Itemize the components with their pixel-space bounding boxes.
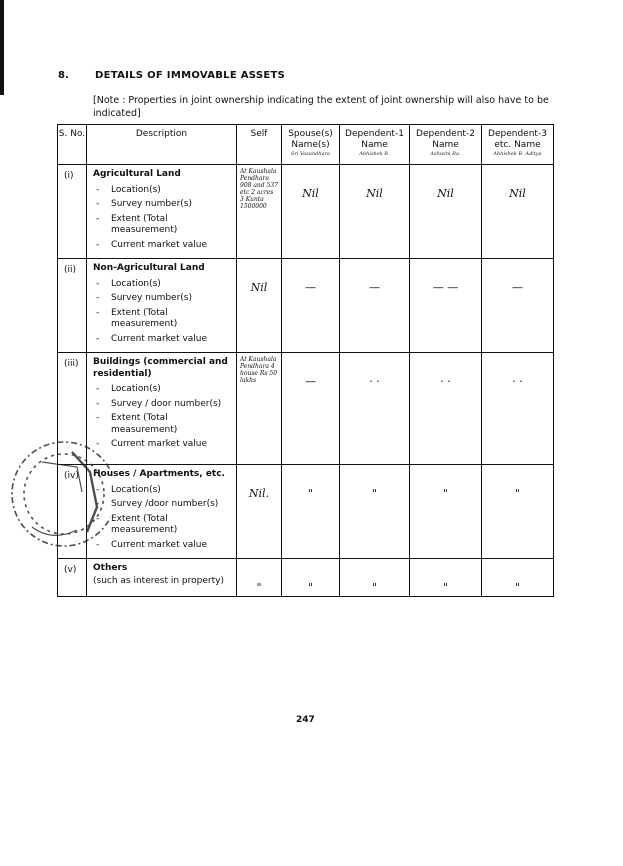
row-category: Others (93, 563, 128, 573)
dependent-3-value: " (482, 559, 554, 597)
header-dep3-label: Dependent-3 etc. Name (488, 129, 547, 150)
scan-edge-mark (0, 0, 4, 95)
table-row (58, 559, 554, 597)
header-dep1-label: Dependent-1 Name (345, 129, 404, 150)
row-category: Houses / Apartments, etc. (93, 469, 225, 479)
list-item: - Location(s) (93, 384, 232, 396)
list-item: - Current market value (93, 439, 232, 451)
spouse-value: — (282, 353, 340, 465)
dependent-2-value: · · (410, 353, 482, 465)
list-item: - Current market value (93, 240, 232, 252)
header-dep2-label: Dependent-2 Name (416, 129, 475, 150)
row-category: Agricultural Land (93, 169, 181, 179)
table-row (58, 353, 554, 465)
row-category: Non-Agricultural Land (93, 263, 205, 273)
header-dependent-3 (482, 125, 554, 165)
row-description (87, 559, 237, 597)
dependent-3-value: " (482, 465, 554, 559)
list-item: - Current market value (93, 334, 232, 346)
row-description (87, 165, 237, 259)
header-dependent-2 (410, 125, 482, 165)
list-item: - Location(s) (93, 185, 232, 197)
list-item: - Survey number(s) (93, 199, 232, 211)
list-item: - Extent (Total measurement) (93, 413, 232, 436)
spouse-value: Nil (282, 165, 340, 259)
row-sno: (iii) (58, 353, 87, 465)
list-item: - Location(s) (93, 279, 232, 291)
list-item: - Location(s) (93, 485, 232, 497)
table-row (58, 165, 554, 259)
section-note: [Note : Properties in joint ownership indicating the extent of joint ownership will also have to be indicated] (93, 95, 549, 119)
spouse-value: " (282, 465, 340, 559)
header-row (58, 125, 554, 165)
self-value: Nil (237, 259, 282, 353)
row-description (87, 259, 237, 353)
section-title: DETAILS OF IMMOVABLE ASSETS (95, 70, 286, 81)
list-item: - Survey number(s) (93, 293, 232, 305)
dependent-1-value: " (340, 465, 410, 559)
header-dep1-handwritten: Abhishek R. (359, 151, 390, 157)
self-value: At Kaushala Pendhara 4 house Rs 50 lakhs (237, 353, 282, 465)
header-spouse (282, 125, 340, 165)
dependent-2-value: Nil (410, 165, 482, 259)
dependent-1-value: Nil (340, 165, 410, 259)
list-item: - Extent (Total measurement) (93, 214, 232, 237)
row-sno: (i) (58, 165, 87, 259)
header-dep3-handwritten: Abhishek R. Aditya (493, 151, 542, 157)
dependent-3-value: — (482, 259, 554, 353)
dependent-1-value: — (340, 259, 410, 353)
list-item: - Extent (Total measurement) (93, 308, 232, 331)
self-value: At Kaushala Pendhara 908 and 537 etc 2 acres 3 Kunta 1500000 (237, 165, 282, 259)
dependent-2-value: — — (410, 259, 482, 353)
header-description: Description (87, 125, 237, 165)
row-category: Buildings (commercial and residential) (93, 357, 228, 379)
section-number: 8. (58, 70, 69, 81)
page-number: 247 (296, 715, 315, 725)
row-category-detail: (such as interest in property) (93, 575, 224, 586)
table-row (58, 259, 554, 353)
row-sno: (iv) (58, 465, 87, 559)
self-value: " (237, 559, 282, 597)
self-value: Nil. (237, 465, 282, 559)
header-self: Self (237, 125, 282, 165)
official-seal-stamp (2, 432, 110, 562)
dependent-3-value: Nil (482, 165, 554, 259)
header-dependent-1 (340, 125, 410, 165)
header-spouse-handwritten: Sri Vasundhara (291, 151, 330, 157)
table-row (58, 465, 554, 559)
list-item: - Current market value (93, 540, 232, 552)
dependent-2-value: " (410, 559, 482, 597)
list-item: - Survey /door number(s) (93, 499, 232, 511)
row-sno: (ii) (58, 259, 87, 353)
header-dep2-handwritten: Ashwini Ra. (430, 151, 461, 157)
dependent-1-value: · · (340, 353, 410, 465)
list-item: - Extent (Total measurement) (93, 514, 232, 537)
row-sno: (v) (58, 559, 87, 597)
dependent-1-value: " (340, 559, 410, 597)
header-sno: S. No. (58, 125, 87, 165)
header-spouse-label: Spouse(s) Name(s) (288, 129, 333, 150)
immovable-assets-table (57, 124, 554, 597)
dependent-3-value: · · (482, 353, 554, 465)
spouse-value: — (282, 259, 340, 353)
dependent-2-value: " (410, 465, 482, 559)
spouse-value: " (282, 559, 340, 597)
list-item: - Survey / door number(s) (93, 399, 232, 411)
